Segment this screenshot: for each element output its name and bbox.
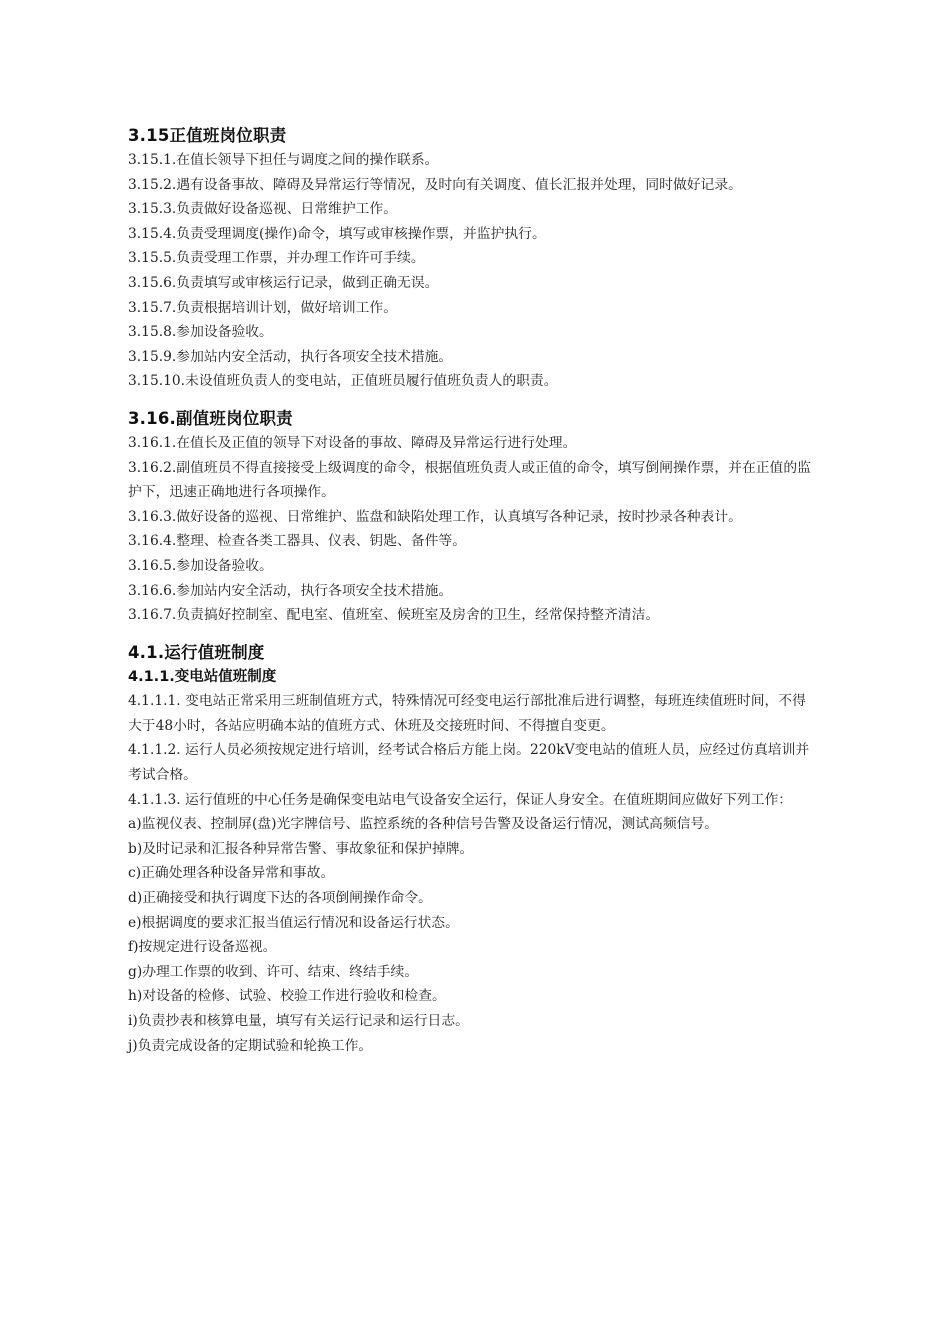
paragraph: 3.15.7.负责根据培训计划，做好培训工作。 [128, 299, 398, 316]
paragraph: d)正确接受和执行调度下达的各项倒闸操作命令。 [128, 890, 432, 907]
section-heading: 4.1.运行值班制度 [128, 642, 265, 662]
paragraph: a)监视仪表、控制屏(盘)光字牌信号、监控系统的各种信号告警及设备运行情况，测试高频信号。 [128, 816, 719, 833]
section-subheading: 4.1.1.变电站值班制度 [128, 668, 277, 685]
paragraph: 3.15.9.参加站内安全活动，执行各项安全技术措施。 [128, 348, 453, 365]
section [128, 123, 818, 394]
section [128, 406, 818, 628]
paragraph: g)办理工作票的收到、许可、结束、终结手续。 [128, 963, 419, 980]
paragraph: 3.16.1.在值长及正值的领导下对设备的事故、障碍及异常运行进行处理。 [128, 434, 577, 451]
paragraph: 3.15.5.负责受理工作票，并办理工作许可手续。 [128, 250, 425, 267]
paragraph: 3.15.2.遇有设备事故、障碍及异常运行等情况，及时向有关调度、值长汇报并处理，同时做好记录。 [128, 176, 742, 193]
paragraph: 3.16.6.参加站内安全活动，执行各项安全技术措施。 [128, 582, 453, 599]
paragraph: c)正确处理各种设备异常和事故。 [128, 865, 335, 882]
paragraph: 3.15.6.负责填写或审核运行记录，做到正确无误。 [128, 274, 439, 291]
paragraph: 3.15.8.参加设备验收。 [128, 324, 273, 341]
paragraph: 3.16.7.负责搞好控制室、配电室、值班室、候班室及房舍的卫生，经常保持整齐清洁。 [128, 607, 660, 624]
paragraph: 4.1.1.3. 运行值班的中心任务是确保变电站电气设备安全运行，保证人身安全。在值班期间应做好下列工作： [128, 791, 793, 808]
document-body [128, 123, 818, 1058]
paragraph: e)根据调度的要求汇报当值运行情况和设备运行状态。 [128, 914, 459, 931]
paragraph: 4.1.1.1. 变电站正常采用三班制值班方式，特殊情况可经变电运行部批准后进行调整，每班连续值班时间，不得大于48小时，各站应明确本站的值班方式、休班及交接班时间、不得擅自变更。 [128, 693, 806, 734]
paragraph: 3.15.3.负责做好设备巡视、日常维护工作。 [128, 201, 398, 218]
paragraph: 4.1.1.2. 运行人员必须按规定进行培训，经考试合格后方能上岗。220kV变电站的值班人员，应经过仿真培训并考试合格。 [128, 742, 810, 784]
paragraph: 3.16.5.参加设备验收。 [128, 557, 273, 574]
section-heading: 3.16.副值班岗位职责 [128, 408, 293, 428]
paragraph: i)负责抄表和核算电量，填写有关运行记录和运行日志。 [128, 1013, 469, 1029]
paragraph: 3.16.3.做好设备的巡视、日常维护、监盘和缺陷处理工作，认真填写各种记录，按时抄录各种表计。 [128, 508, 742, 525]
paragraph: b)及时记录和汇报各种异常告警、事故象征和保护掉牌。 [128, 840, 474, 857]
section [128, 640, 818, 1059]
paragraph: 3.16.4.整理、检查各类工器具、仪表、钥匙、备件等。 [128, 533, 467, 550]
paragraph: 3.15.10.未设值班负责人的变电站，正值班员履行值班负责人的职责。 [128, 373, 558, 390]
paragraph: j)负责完成设备的定期试验和轮换工作。 [128, 1037, 373, 1054]
paragraph: 3.15.4.负责受理调度(操作)命令，填写或审核操作票，并监护执行。 [128, 225, 546, 242]
paragraph: h)对设备的检修、试验、校验工作进行验收和检查。 [128, 988, 446, 1005]
paragraph: f)按规定进行设备巡视。 [128, 939, 277, 956]
paragraph: 3.16.2.副值班员不得直接接受上级调度的命令，根据值班负责人或正值的命令，填写倒闸操作票，并在正值的监护下，迅速正确地进行各项操作。 [128, 459, 811, 501]
section-heading: 3.15正值班岗位职责 [128, 126, 287, 145]
paragraph: 3.15.1.在值长领导下担任与调度之间的操作联系。 [128, 152, 439, 168]
